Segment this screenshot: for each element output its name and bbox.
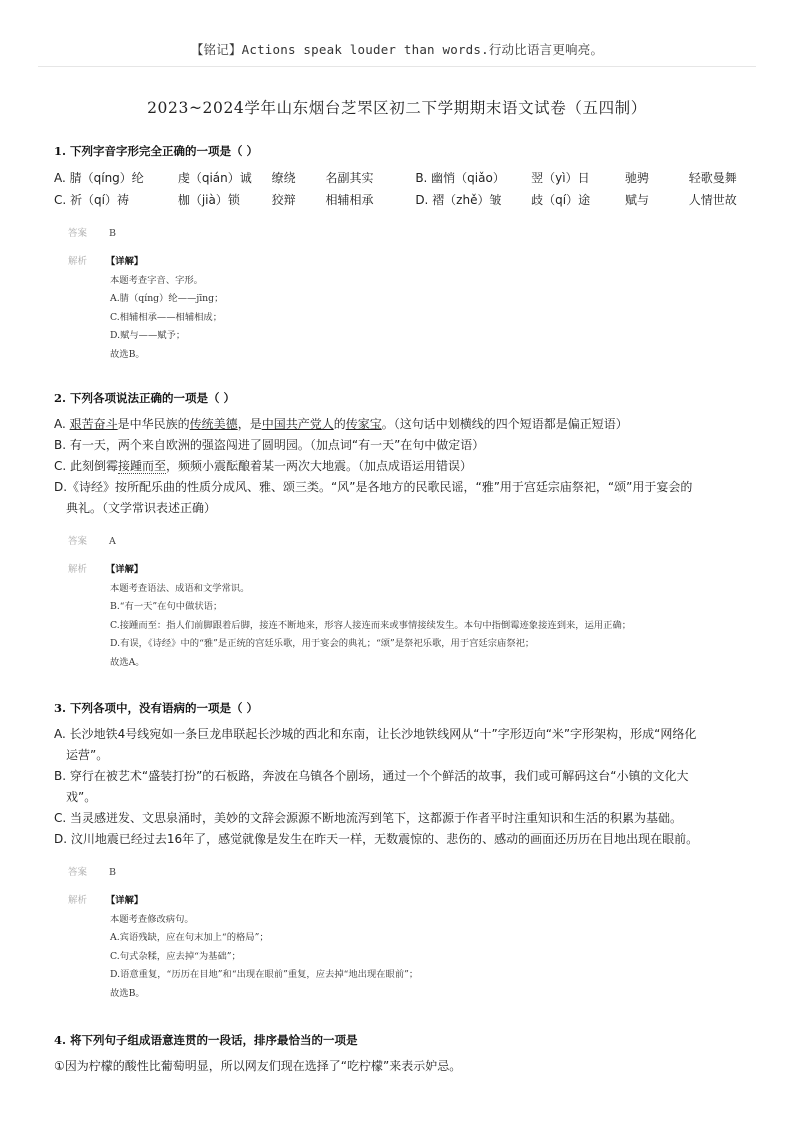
question-4: [54, 1032, 744, 1077]
analysis-label: 解析: [68, 256, 88, 267]
answer-line: [68, 225, 744, 239]
option-a: A. 长沙地铁4号线宛如一条巨龙串联起长沙城的西北和东南，让长沙地铁线网从“十”字形迈向“米”字形架构，形成“网络化: [54, 727, 697, 741]
analysis-body: [106, 253, 223, 364]
answer-label: 答案: [68, 228, 88, 239]
option-c-word: 枷（jià）锁: [177, 193, 240, 207]
analysis-line: 本题考查修改病句。: [110, 913, 194, 925]
question-stem: 1. 下列字音字形完全正确的一项是（ ）: [54, 144, 259, 158]
option-d-continued: 典礼。（文学常识表述正确）: [66, 501, 217, 515]
analysis-line: 本题考查语法、成语和文学常识。: [110, 582, 250, 594]
option-b: B. 穿行在被艺术“盛装打扮”的石板路，奔波在乌镇各个剧场，通过一个个鲜活的故事，我们或可解码这台“小镇的文化大: [54, 769, 689, 783]
option-b-continued: 戏”。: [66, 790, 97, 804]
option-text: 。（这句话中划横线的四个短语都是偏正短语）: [381, 417, 628, 431]
analysis-section: [68, 561, 744, 672]
option-d-word: 赋与: [624, 193, 649, 207]
sentence-1: ①因为柠檬的酸性比葡萄明显，所以网友们现在选择了“吃柠檬”来表示妒忌。: [54, 1059, 462, 1073]
option-a-word: 虔（qián）诚: [177, 171, 252, 185]
underlined-phrase: 传统美德: [189, 417, 238, 431]
option-text: ，是: [237, 417, 262, 431]
answer-line: [68, 533, 744, 547]
option-d: D.《诗经》按所配乐曲的性质分成风、雅、颂三类。“风”是各地方的民歌民谣，“雅”用于宫廷宗庙祭祀，“颂”用于宴会的: [54, 480, 693, 494]
header-motto: 【铭记】Actions speak louder than words.行动比语言更响亮。: [190, 42, 604, 57]
question-3: [54, 700, 744, 1003]
option-row: [54, 189, 744, 211]
analysis-body: [106, 561, 631, 672]
analysis-line: D.赋与——赋予；: [110, 330, 186, 341]
analysis-line: 本题考查字音、字形。: [110, 274, 203, 286]
analysis-section: [68, 253, 744, 364]
option-b-word: 轻歌曼舞: [688, 171, 737, 185]
option-a-word: 缭绕: [271, 171, 296, 185]
option-text: C. 此刻倒霉: [54, 459, 119, 473]
question-1: [54, 143, 744, 364]
analysis-line: D.有误，《诗经》中的“雅”是正统的宫廷乐歌，用于宴会的典礼；“颂”是祭祀乐歌，用于宫廷宗庙祭祀；: [110, 638, 535, 649]
option-b: B. 有一天，两个来自欧洲的强盗闯进了圆明园。（加点词“有一天”在句中做定语）: [54, 438, 485, 452]
header-divider: [38, 66, 756, 67]
option-text: 是中华民族的: [117, 417, 190, 431]
analysis-line: A.腈（qíng）纶——jīng；: [110, 293, 224, 304]
detail-heading: 【详解】: [106, 564, 144, 575]
dotted-idiom: 接踵而至: [118, 459, 167, 473]
option-b: B. 幽悄（qiǎo）: [415, 171, 505, 185]
option-d: D. 汶川地震已经过去16年了，感觉就像是发生在昨天一样，无数震惊的、悲伤的、感动的画面还历历在目地出现在眼前。: [54, 832, 699, 846]
detail-heading: 【详解】: [106, 895, 144, 906]
analysis-section: [68, 892, 744, 1003]
exam-title: 2023~2024学年山东烟台芝罘区初二下学期期末语文试卷（五四制）: [147, 99, 647, 117]
analysis-body: [106, 892, 418, 1003]
option-b-word: 驰骋: [624, 171, 649, 185]
analysis-line: 故选B。: [110, 987, 145, 999]
option-c-word: 狡辩: [271, 193, 296, 207]
option-text: A.: [54, 417, 70, 431]
option-c-word: 相辅相承: [325, 193, 374, 207]
analysis-label: 解析: [68, 895, 88, 906]
analysis-line: C.接踵而至：指人们前脚跟着后脚，接连不断地来，形容人接连而来或事情接续发生。本句中指倒霉迹象接连到来，运用正确；: [110, 619, 632, 631]
option-c: [54, 456, 744, 477]
question-2: [54, 390, 744, 672]
underlined-phrase: 中国共产党人: [261, 417, 334, 431]
option-d-word: 歧（qí）途: [531, 193, 591, 207]
option-c: C. 祈（qí）祷: [54, 193, 129, 207]
analysis-line: A.宾语残缺，应在句末加上“的格局”；: [110, 932, 269, 943]
option-a: A. 腈（qíng）纶: [54, 171, 144, 185]
option-d-word: 人情世故: [688, 193, 737, 207]
analysis-line: C.相辅相承——相辅相成；: [110, 311, 223, 323]
option-b-word: 翌（yì）日: [531, 171, 590, 185]
answer-value: B: [109, 867, 117, 878]
question-stem: 3. 下列各项中，没有语病的一项是（ ）: [54, 701, 259, 715]
answer-label: 答案: [68, 867, 88, 878]
analysis-line: D.语意重复，“历历在目地”和“出现在眼前”重复，应去掉“地出现在眼前”；: [110, 969, 419, 980]
option-a-word: 名副其实: [325, 171, 374, 185]
detail-heading: 【详解】: [106, 256, 144, 267]
answer-label: 答案: [68, 536, 88, 547]
option-text: 的: [333, 417, 346, 431]
analysis-line: C.句式杂糅，应去掉“为基础”；: [110, 950, 241, 962]
underlined-phrase: 传家宝: [345, 417, 382, 431]
option-row: [54, 167, 744, 189]
analysis-line: B.“有一天”在句中做状语；: [110, 601, 223, 612]
answer-value: A: [109, 536, 116, 547]
analysis-line: 故选B。: [110, 348, 145, 360]
analysis-label: 解析: [68, 564, 88, 575]
answer-line: [68, 864, 744, 878]
question-stem: 2. 下列各项说法正确的一项是（ ）: [54, 391, 236, 405]
option-a-continued: 运营”。: [66, 748, 109, 762]
underlined-phrase: 艰苦奋斗: [69, 417, 118, 431]
analysis-line: 故选A。: [110, 656, 145, 668]
option-c: C. 当灵感迸发、文思泉涌时，美妙的文辞会源源不断地流泻到笔下，这都源于作者平时注重知识和生活的积累为基础。: [54, 811, 683, 825]
answer-value: B: [109, 228, 117, 239]
option-text: ，频频小震酝酿着某一两次大地震。（加点成语运用错误）: [166, 459, 473, 473]
option-a: [54, 414, 744, 435]
option-d: D. 褶（zhě）皱: [415, 193, 502, 207]
question-stem: 4. 将下列句子组成语意连贯的一段话，排序最恰当的一项是: [54, 1033, 358, 1047]
